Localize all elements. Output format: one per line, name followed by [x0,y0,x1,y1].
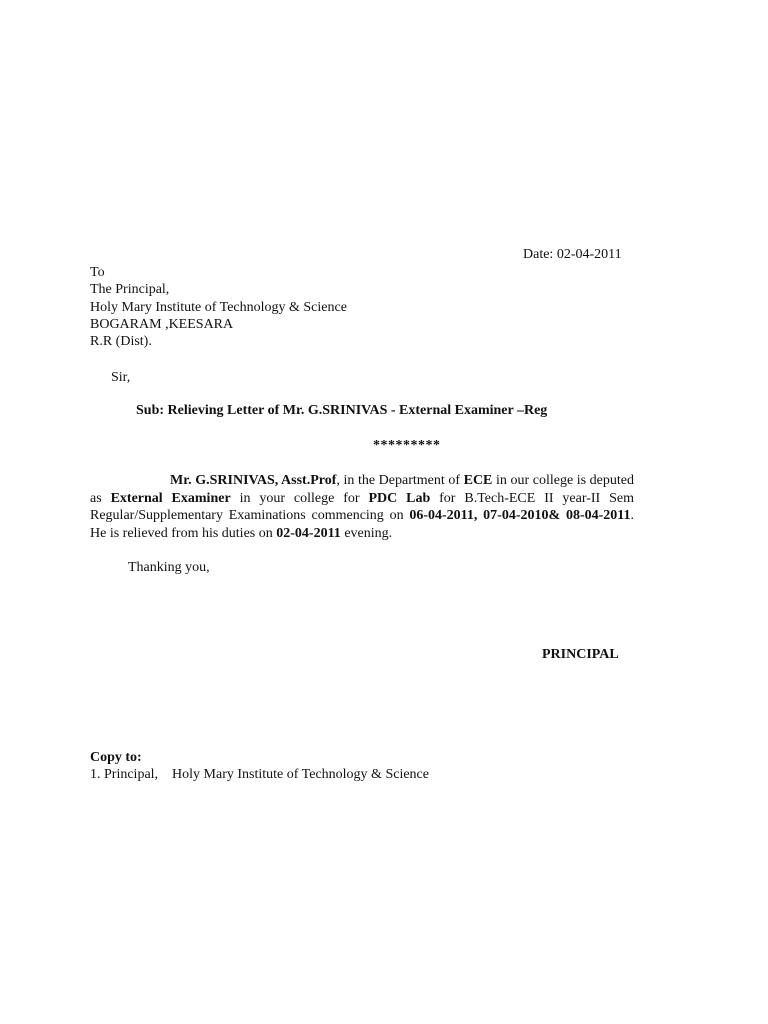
body-text-6: evening. [340,525,393,541]
closing: Thanking you, [128,560,210,575]
lab-name: PDC Lab [368,490,431,506]
address-title: The Principal, [90,282,170,297]
body-text-2: in our college is deputed as [90,473,634,506]
department: ECE [463,473,493,488]
body-text-4: for B.Tech-ECE II year-II Sem Regular/Supplementary Examinations commencing on [90,490,634,523]
address-institution: Holy Mary Institute of Technology & Science [90,300,347,315]
exam-dates: 06-04-2011, 07-04-2010& 08-04-2011 [409,508,631,523]
letter-date: Date: 02-04-2011 [523,247,622,262]
body-text-5: . He is relieved from his duties on [90,508,634,541]
signatory: PRINCIPAL [542,647,619,662]
separator: ********* [373,438,441,453]
body-text-3: in your college for [230,490,369,506]
copy-heading: Copy to: [90,750,142,765]
examiner-name: Mr. G.SRINIVAS, Asst.Prof [170,473,337,488]
body-text-1: , in the Department of [336,473,464,488]
examiner-role: External Examiner [110,490,231,506]
address-location: BOGARAM ,KEESARA [90,317,234,332]
address-to: To [90,265,105,280]
subject-line: Sub: Relieving Letter of Mr. G.SRINIVAS - External Examiner –Reg [136,403,548,418]
address-district: R.R (Dist). [90,334,152,349]
letter-body [90,472,634,542]
copy-item: 1. Principal, Holy Mary Institute of Technology & Science [90,767,429,782]
salutation: Sir, [111,370,131,385]
relieve-date: 02-04-2011 [276,525,341,541]
